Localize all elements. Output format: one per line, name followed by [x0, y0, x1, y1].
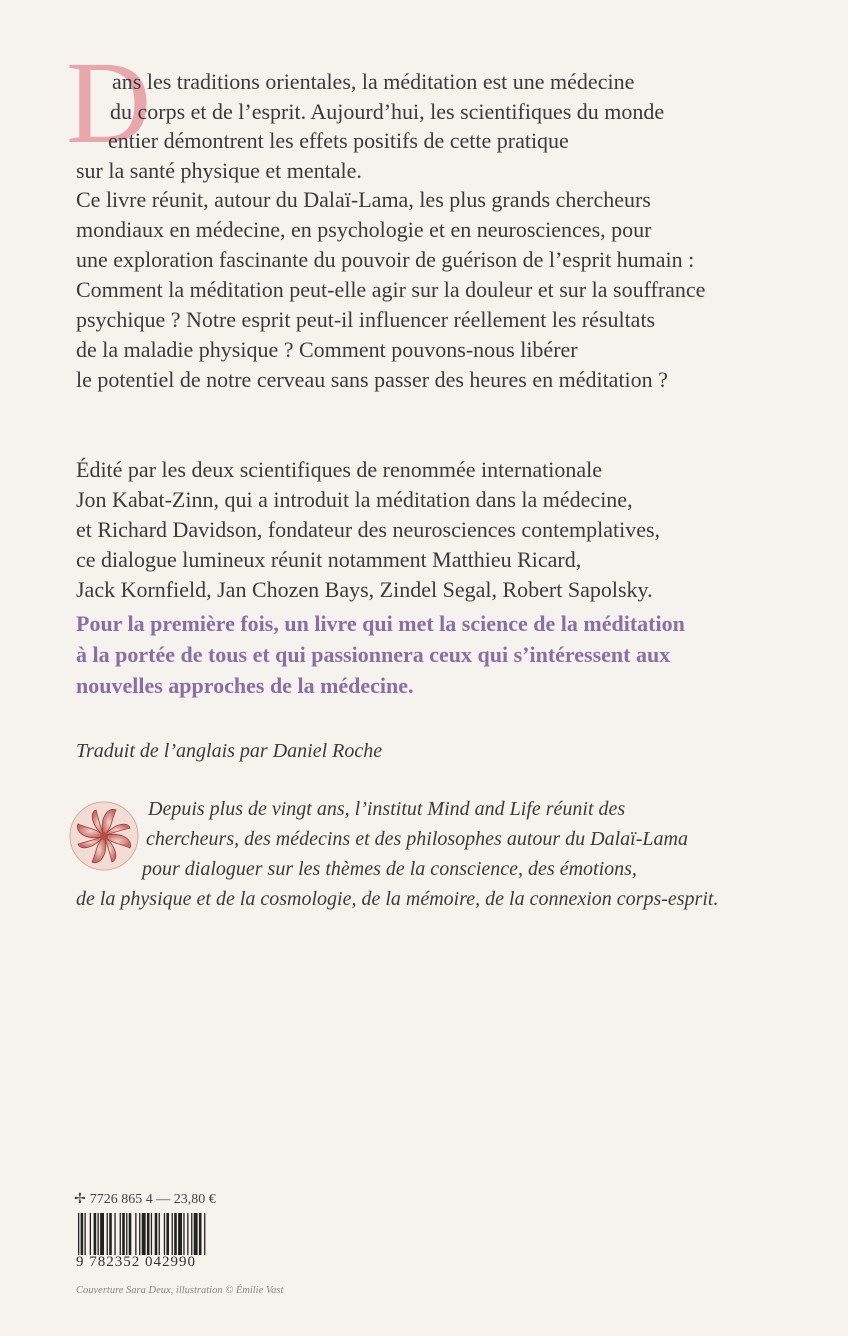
price-text: 7726 865 4 — 23,80 € — [89, 1192, 216, 1207]
para2-line-2: Jon Kabat-Zinn, qui a introduit la méditation dans la médecine, — [76, 487, 633, 512]
para1-line-3: entier démontrent les effets positifs de cette pratique — [108, 128, 569, 153]
para1-line-5: Ce livre réunit, autour du Dalaï-Lama, les plus grands chercheurs — [76, 187, 651, 212]
para2-line-3: et Richard Davidson, fondateur des neurosciences contemplatives, — [76, 517, 661, 542]
publisher-mark-icon: ✢ — [74, 1191, 86, 1207]
institute-line-1: Depuis plus de vingt ans, l’institut Mind and Life réunit des — [148, 798, 626, 820]
para1-line-7: une exploration fascinante du pouvoir de guérison de l’esprit humain : — [76, 247, 695, 272]
cover-credit: Couverture Sara Deux, illustration © Émilie Vast — [76, 1285, 284, 1296]
para1-line-9: psychique ? Notre esprit peut-il influencer réellement les résultats — [76, 307, 656, 332]
para1-line-8: Comment la méditation peut-elle agir sur la douleur et sur la souffrance — [76, 277, 706, 302]
translator-credit: Traduit de l’anglais par Daniel Roche — [76, 740, 383, 762]
para1-line-6: mondiaux en médecine, en psychologie et en neurosciences, pour — [76, 217, 652, 242]
para2-line-5: Jack Kornfield, Jan Chozen Bays, Zindel Segal, Robert Sapolsky. — [76, 577, 653, 602]
para1-line-2: du corps et de l’esprit. Aujourd’hui, les scientifiques du monde — [110, 99, 665, 124]
para1-line-10: de la maladie physique ? Comment pouvons-nous libérer — [76, 337, 578, 362]
para1-line-1: ans les traditions orientales, la méditation est une médecine — [112, 69, 635, 94]
isbn-number: 9 782352 042990 — [76, 1254, 196, 1270]
price-line — [74, 1190, 216, 1209]
drop-cap-letter: D — [66, 37, 152, 168]
emphasis-line-2: à la portée de tous et qui passionnera ceux qui s’intéressent aux — [76, 642, 671, 667]
institute-line-4: de la physique et de la cosmologie, de la mémoire, de la connexion corps-esprit. — [76, 888, 719, 910]
emphasis-line-1: Pour la première fois, un livre qui met la science de la méditation — [76, 611, 685, 636]
emphasis-line-3: nouvelles approches de la médecine. — [76, 673, 414, 698]
para1-line-11: le potentiel de notre cerveau sans passer des heures en méditation ? — [76, 367, 668, 392]
mind-and-life-rosette-logo — [68, 800, 140, 872]
barcode-image — [78, 1213, 246, 1255]
para2-line-1: Édité par les deux scientifiques de renommée internationale — [76, 457, 602, 482]
institute-line-2: chercheurs, des médecins et des philosophes autour du Dalaï-Lama — [146, 828, 688, 850]
para1-line-4: sur la santé physique et mentale. — [76, 158, 362, 183]
institute-line-3: pour dialoguer sur les thèmes de la conscience, des émotions, — [142, 858, 637, 880]
para2-line-4: ce dialogue lumineux réunit notamment Matthieu Ricard, — [76, 547, 582, 572]
